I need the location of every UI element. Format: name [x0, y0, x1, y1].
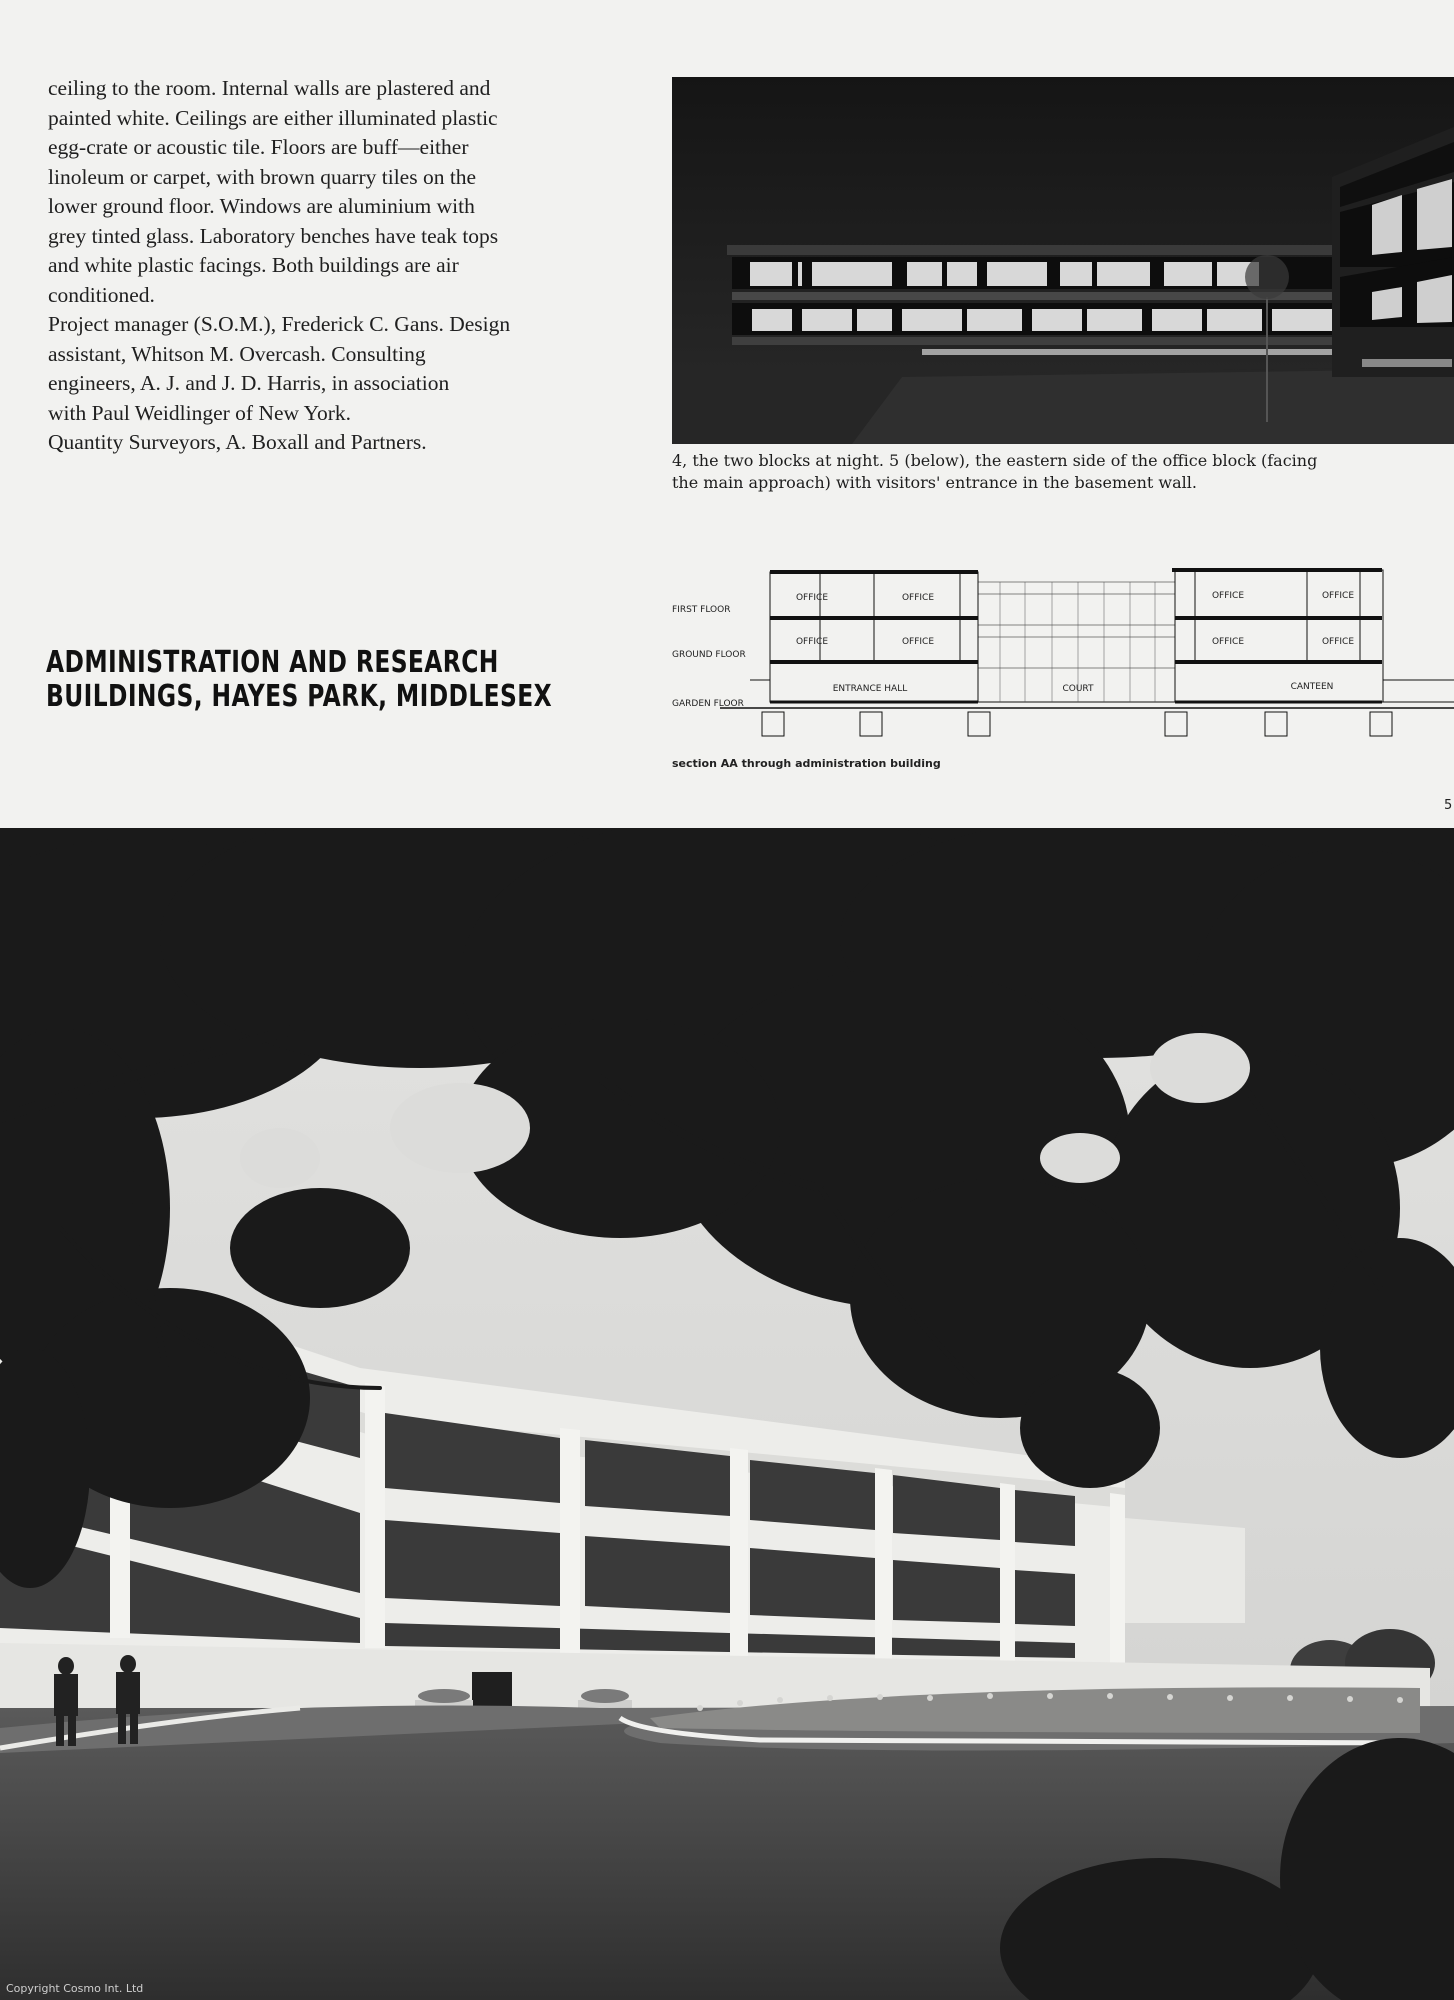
- body-text: [48, 74, 628, 458]
- article-title: [46, 645, 553, 714]
- credit-line: engineers, A. J. and J. D. Harris, in association: [48, 371, 450, 395]
- body-line: linoleum or carpet, with brown quarry tiles on the: [48, 164, 477, 189]
- room-label: OFFICE: [901, 593, 935, 603]
- room-label: OFFICE: [795, 593, 829, 603]
- room-label: OFFICE: [1211, 637, 1245, 647]
- body-line: egg-crate or acoustic tile. Floors are buff—either: [48, 135, 469, 159]
- daytime-photo: [0, 828, 1454, 2000]
- room-label: OFFICE: [1321, 591, 1355, 601]
- room-label: ENTRANCE HALL: [832, 684, 908, 694]
- body-line: grey tinted glass. Laboratory benches have teak tops: [48, 223, 499, 248]
- caption-line-2: the main approach) with visitors' entrance in the basement wall.: [672, 473, 1197, 492]
- room-label: OFFICE: [1321, 637, 1355, 647]
- page-number: 5: [1444, 798, 1453, 813]
- daytime-photo-image: [0, 828, 1454, 2000]
- credit-line: with Paul Weidlinger of New York.: [48, 400, 352, 425]
- floor-label-first: FIRST FLOOR: [672, 605, 731, 615]
- section-aa-drawing: [660, 560, 1454, 775]
- copyright-notice: Copyright Cosmo Int. Ltd: [6, 1982, 144, 1995]
- title-line-1: ADMINISTRATION AND RESEARCH: [46, 645, 499, 680]
- room-label: OFFICE: [795, 637, 829, 647]
- credits: [48, 310, 628, 458]
- body-line: conditioned.: [48, 282, 155, 307]
- room-label: CANTEEN: [1290, 682, 1334, 692]
- room-label: OFFICE: [901, 637, 935, 647]
- night-photo-image: [672, 77, 1454, 444]
- credit-line: Project manager (S.O.M.), Frederick C. Gans. Design: [48, 312, 511, 336]
- night-photo: [672, 77, 1454, 444]
- body-line: and white plastic facings. Both buildings are air: [48, 253, 459, 277]
- photo-caption: [672, 450, 1454, 494]
- room-label: OFFICE: [1211, 591, 1245, 601]
- room-label: COURT: [1062, 684, 1094, 694]
- body-line: lower ground floor. Windows are aluminium with: [48, 194, 475, 218]
- body-line: painted white. Ceilings are either illuminated plastic: [48, 105, 498, 130]
- floor-label-ground: GROUND FLOOR: [672, 650, 746, 660]
- section-drawing: [660, 560, 1454, 775]
- caption-line-1: 4, the two blocks at night. 5 (below), the eastern side of the office block (facing: [672, 451, 1318, 470]
- title-line-2: BUILDINGS, HAYES PARK, MIDDLESEX: [46, 679, 553, 714]
- credit-line: Quantity Surveyors, A. Boxall and Partners.: [48, 430, 427, 454]
- floor-label-garden: GARDEN FLOOR: [672, 699, 744, 709]
- body-line: ceiling to the room. Internal walls are plastered and: [48, 76, 491, 100]
- credit-line: assistant, Whitson M. Overcash. Consulting: [48, 341, 426, 366]
- section-caption: section AA through administration building: [672, 757, 941, 770]
